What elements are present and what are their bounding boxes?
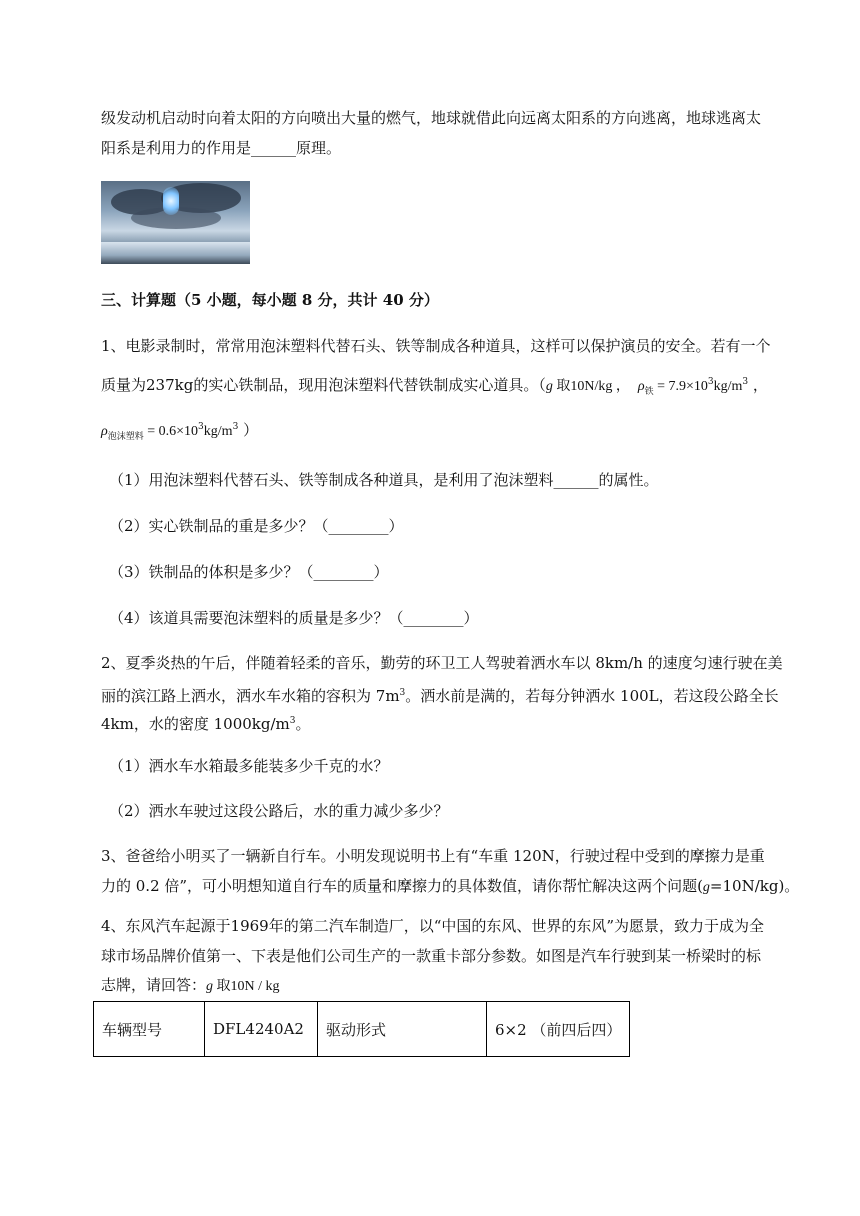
table-cell: DFL4240A2: [205, 1002, 318, 1057]
q4-line-1: 4、东风汽车起源于1969年的第二汽车制造厂，以“中国的东风、世界的东风”为愿景，致力于成为全: [101, 917, 765, 935]
table-cell: 车辆型号: [94, 1002, 205, 1057]
q3-line-1: 3、爸爸给小明买了一辆新自行车。小明发现说明书上有“车重 120N，行驶过程中受到的摩擦力是重: [101, 847, 765, 865]
q1-sub-3: （3）铁制品的体积是多少？（________）: [109, 563, 389, 581]
q2-line-1: 2、夏季炎热的午后，伴随着轻柔的音乐，勤劳的环卫工人驾驶着洒水车以 8km/h 的速度匀速行驶在美: [101, 654, 783, 672]
table-cell: 驱动形式: [318, 1002, 487, 1057]
q4-line-3: 志牌，请回答：g 取10N / kg: [101, 976, 280, 994]
q3-line-2: 力的 0.2 倍”，可小明想知道自行车的质量和摩擦力的具体数值，请你帮忙解决这两个问题(g=10N/kg)。: [101, 877, 800, 895]
q4-line-2: 球市场品牌价值第一、下表是他们公司生产的一款重卡部分参数。如图是汽车行驶到某一桥梁时的标: [101, 947, 762, 965]
intro-line-1: 级发动机启动时向着太阳的方向喷出大量的燃气，地球就借此向远离太阳系的方向逃离，地球逃离太: [101, 109, 762, 127]
intro-line-2: 阳系是利用力的作用是______原理。: [101, 139, 342, 157]
q2-line-2: 丽的滨江路上洒水，洒水车水箱的容积为 $7m^3$。洒水前是满的，若每分钟洒水 100L，若这段公路全长: [101, 687, 779, 705]
q1-sub-2: （2）实心铁制品的重是多少？（________）: [109, 517, 404, 535]
q1-line-3: $\rho_{泡沫塑料} = 0.6\times 10^3kg/m^3$ ）: [101, 421, 259, 442]
q2-sub-1: （1）洒水车水箱最多能装多少千克的水？: [109, 757, 389, 775]
q1-sub-1: （1）用泡沫塑料代替石头、铁等制成各种道具，是利用了泡沫塑料______的属性。: [109, 471, 659, 489]
section-heading: 三、计算题（5 小题，每小题 8 分，共计 40 分）: [101, 291, 439, 309]
q1-sub-4: （4）该道具需要泡沫塑料的质量是多少？（________）: [109, 609, 479, 627]
q1-line-1: 1、电影录制时，常常用泡沫塑料代替石头、铁等制成各种道具，这样可以保护演员的安全。若有一个: [101, 337, 771, 355]
table-cell: 6×2 （前四后四）: [487, 1002, 630, 1057]
truck-spec-table: [93, 1001, 630, 1057]
q2-sub-2: （2）洒水车驶过这段公路后，水的重力减少多少？: [109, 802, 449, 820]
earth-escape-illustration: [101, 181, 250, 264]
q2-line-3: 4km，水的密度 $1000kg/m^3$。: [101, 715, 311, 733]
table-row: [94, 1002, 630, 1057]
q1-line-2: 质量为237kg的实心铁制品，现用泡沫塑料代替铁制成实心道具。（g 取10N/kg ， $\rho_铁 = 7.9\times 10^3kg/m^3$ ，: [101, 376, 768, 397]
